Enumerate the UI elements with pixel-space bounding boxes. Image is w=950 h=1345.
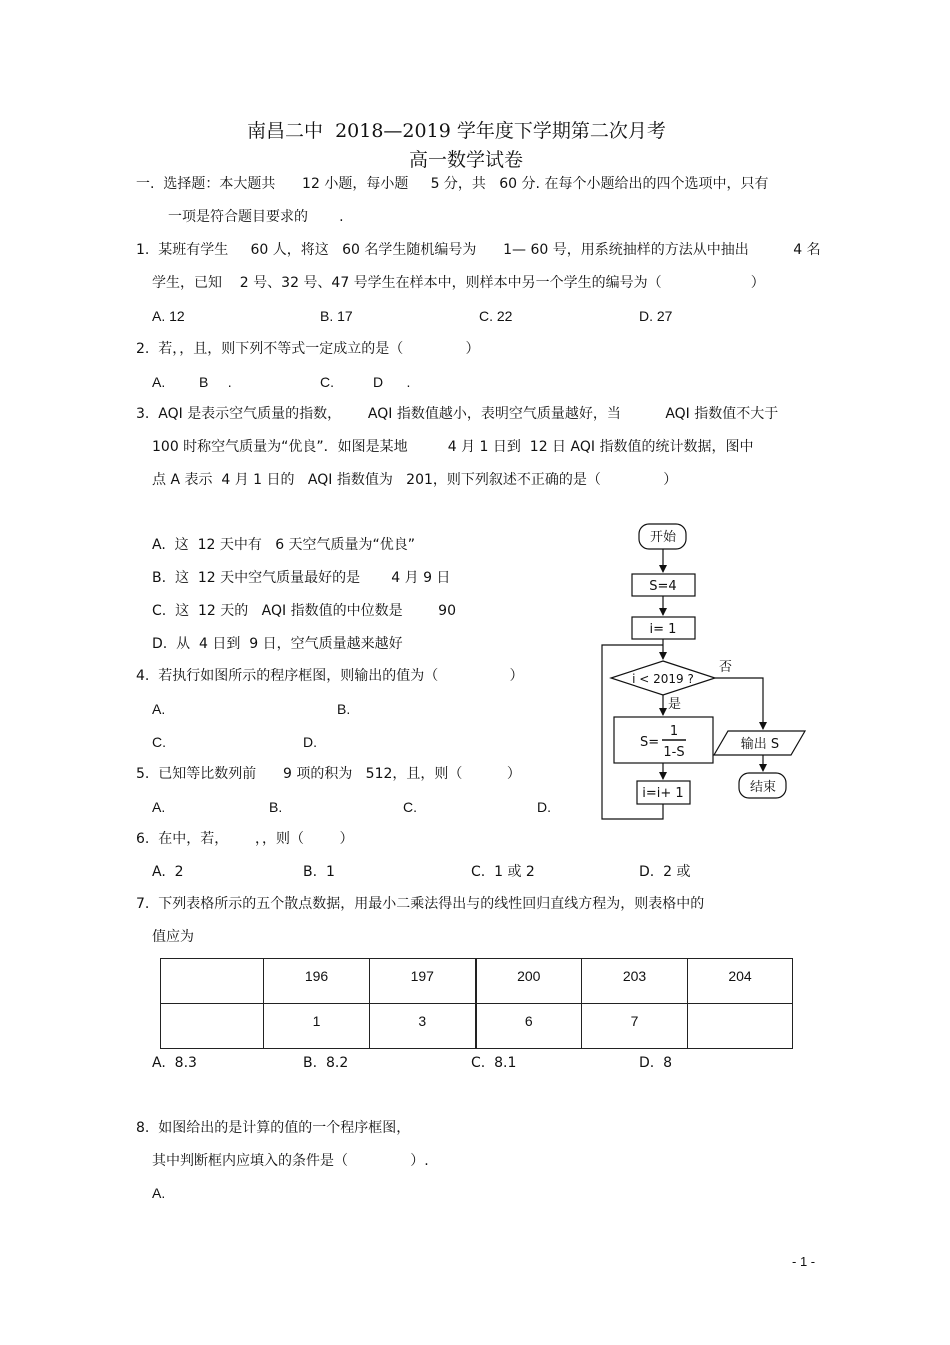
q1-option-b: B. 17 — [320, 308, 353, 324]
q6-option-b: B. 1 — [303, 864, 335, 880]
q4-option-c: C. — [152, 734, 166, 750]
q7-option-d: D. 8 — [639, 1055, 673, 1071]
question-7-cont: 值应为 — [152, 929, 194, 945]
flow-start-label: 开始 — [649, 530, 677, 545]
q7-option-b: B. 8.2 — [303, 1055, 349, 1071]
q2-option-d: D . — [373, 374, 411, 390]
exam-title: 南昌二中 2018—2019 学年度下学期第二次月考 — [247, 120, 666, 142]
table-cell: 6 — [476, 1004, 582, 1049]
flow-no-label: 否 — [719, 660, 733, 675]
q1-option-d: D. 27 — [639, 308, 673, 324]
q5-option-c: C. — [403, 799, 417, 815]
q6-option-a: A. 2 — [152, 864, 184, 880]
flow-init-i-label: i= 1 — [649, 622, 677, 637]
question-3-cont2: 点 A 表示 4 月 1 日的 AQI 指数值为 201，则下列叙述不正确的是（ ） — [152, 472, 678, 488]
table-cell: 7 — [582, 1004, 688, 1049]
table-cell — [161, 1004, 264, 1049]
q6-option-d: D. 2 或 — [639, 864, 691, 880]
question-1: 1. 某班有学生 60 人，将这 60 名学生随机编号为 1— 60 号，用系统抽样的方法从中抽出 4 名 — [136, 242, 821, 258]
table-cell: 203 — [582, 959, 688, 1004]
question-1-cont: 学生，已知 2 号、32 号、47 号学生在样本中，则样本中另一个学生的编号为（ ） — [152, 275, 765, 291]
question-8-cont: 其中判断框内应填入的条件是（ ）. — [152, 1153, 429, 1169]
table-cell — [688, 1004, 793, 1049]
q3-option-c: C. 这 12 天的 AQI 指数值的中位数是 90 — [152, 603, 456, 619]
flow-increment-label: i=i+ 1 — [642, 786, 684, 801]
table-row — [161, 959, 793, 1004]
question-4: 4. 若执行如图所示的程序框图，则输出的值为（ ） — [136, 668, 524, 684]
q3-option-b: B. 这 12 天中空气质量最好的是 4 月 9 日 — [152, 570, 451, 586]
program-flowchart — [590, 515, 820, 825]
flow-init-s-label: S=4 — [649, 579, 677, 594]
q4-option-d: D. — [303, 734, 317, 750]
section-instructions-cont: 一项是符合题目要求的 . — [168, 209, 344, 225]
q4-option-b: B. — [337, 701, 351, 717]
q5-option-d: D. — [537, 799, 551, 815]
q3-option-a: A. 这 12 天中有 6 天空气质量为“优良” — [152, 537, 416, 553]
q6-option-c: C. 1 或 2 — [471, 864, 535, 880]
q1-option-c: C. 22 — [479, 308, 513, 324]
flow-frac-numerator: 1 — [669, 724, 679, 739]
q2-option-c: C. — [320, 374, 334, 390]
question-2: 2. 若，，且，则下列不等式一定成立的是（ ） — [136, 341, 480, 357]
table-cell: 196 — [264, 959, 370, 1004]
flow-assign-s-label: S= — [640, 735, 660, 750]
q7-option-a: A. 8.3 — [152, 1055, 197, 1071]
table-cell: 3 — [370, 1004, 476, 1049]
question-7: 7. 下列表格所示的五个散点数据，用最小二乘法得出与的线性回归直线方程为，则表格中的 — [136, 896, 705, 912]
exam-subtitle: 高一数学试卷 — [409, 149, 524, 171]
table-cell: 197 — [370, 959, 476, 1004]
section-instructions: 一. 选择题：本大题共 12 小题，每小题 5 分，共 60 分. 在每个小题给出的四个选项中，只有 — [136, 176, 769, 192]
question-3: 3. AQI 是表示空气质量的指数， AQI 指数值越小，表明空气质量越好，当 AQI 指数值不大于 — [136, 406, 779, 422]
q5-option-a: A. — [152, 799, 166, 815]
question-8: 8. 如图给出的是计算的值的一个程序框图， — [136, 1120, 411, 1136]
q5-option-b: B. — [269, 799, 283, 815]
flow-frac-denominator: 1-S — [663, 745, 685, 760]
table-cell: 200 — [476, 959, 582, 1004]
flow-output-label: 输出 S — [740, 737, 780, 752]
table-cell: 204 — [688, 959, 793, 1004]
page-number: - 1 - — [792, 1254, 816, 1269]
q7-option-c: C. 8.1 — [471, 1055, 517, 1071]
q2-option-b: B . — [199, 374, 232, 390]
flow-yes-label: 是 — [668, 697, 682, 712]
table-cell — [161, 959, 264, 1004]
q2-option-a: A. — [152, 374, 166, 390]
flow-condition-label: i < 2019 ? — [632, 672, 694, 686]
scatter-data-table — [160, 958, 793, 1049]
flow-end-label: 结束 — [749, 780, 777, 795]
table-row — [161, 1004, 793, 1049]
q3-option-d: D. 从 4 日到 9 日，空气质量越来越好 — [152, 636, 403, 652]
table-cell: 1 — [264, 1004, 370, 1049]
q8-option-a: A. — [152, 1185, 166, 1201]
q1-option-a: A. 12 — [152, 308, 185, 324]
question-5: 5. 已知等比数列前 9 项的积为 512，且，则（ ） — [136, 766, 521, 782]
question-6: 6. 在中，若， ，，则（ ） — [136, 831, 354, 847]
q4-option-a: A. — [152, 701, 166, 717]
question-3-cont: 100 时称空气质量为“优良”．如图是某地 4 月 1 日到 12 日 AQI 指数值的统计数据，图中 — [152, 439, 754, 455]
